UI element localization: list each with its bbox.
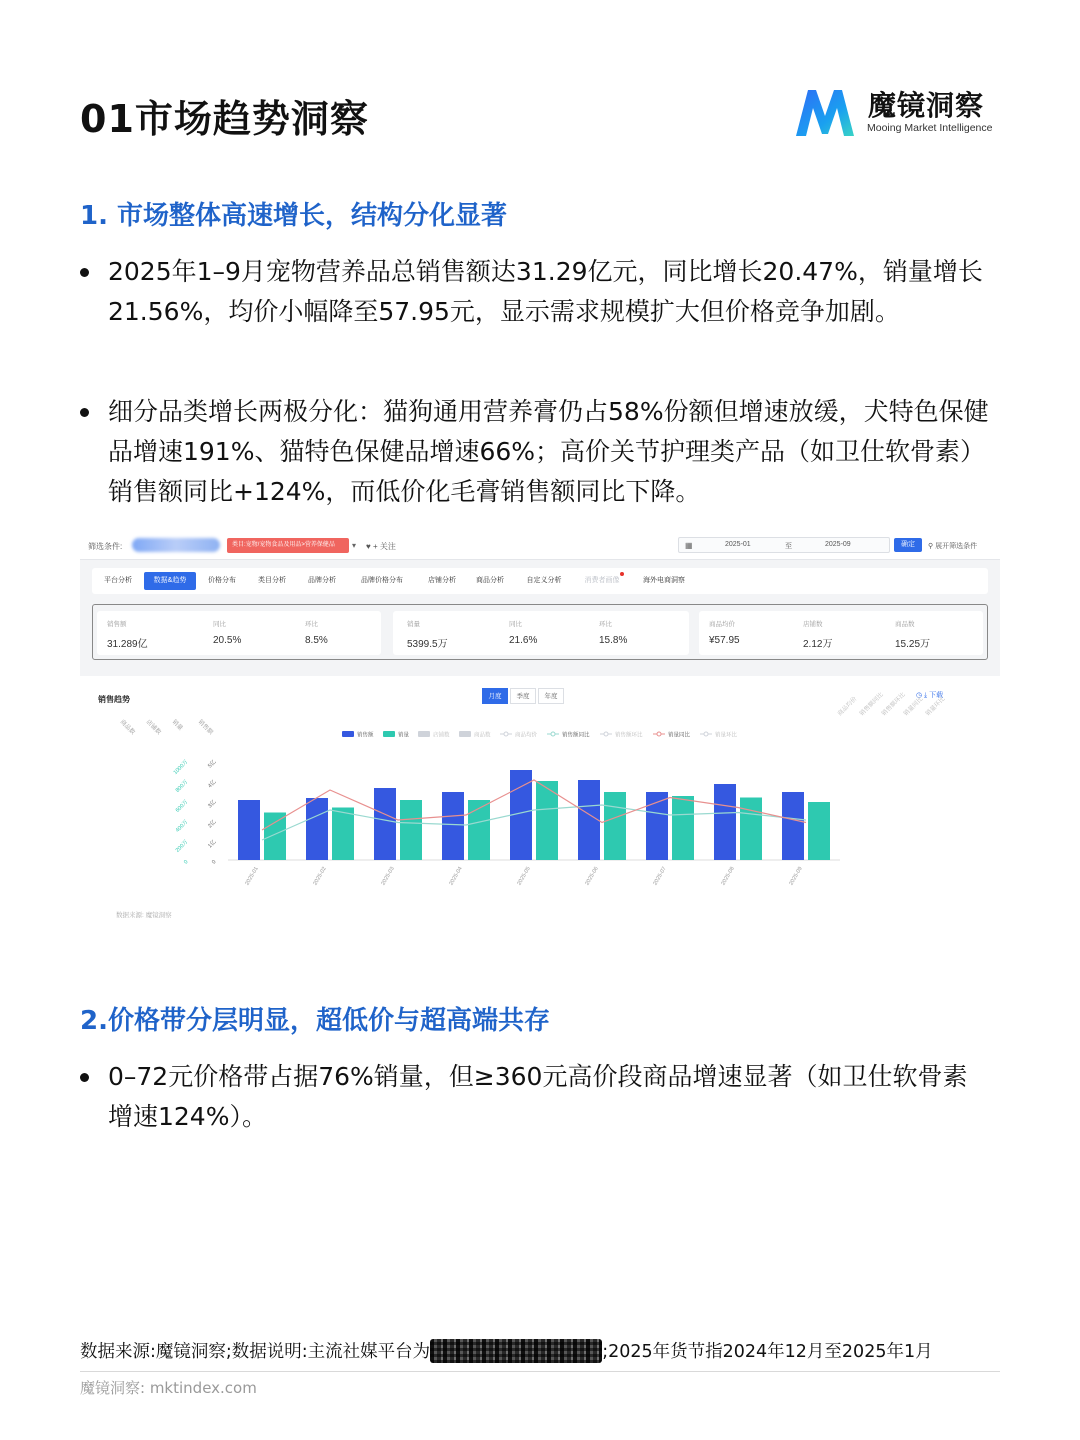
y-tick-label: 4亿 (207, 779, 218, 790)
category-tag[interactable]: 类目:宠物/宠物食品及用品>营养保健品 (227, 538, 349, 553)
panel-title: 销售趋势 (98, 695, 130, 704)
section-1-bullet-1: 2025年1–9月宠物营养品总销售额达31.29亿元，同比增长20.47%，销量增长21.56%，均价小幅降至57.95元，显示需求规模扩大但价格竞争加剧。 (80, 252, 990, 332)
bar-sales (714, 784, 736, 860)
y-tick-label: 800万 (174, 779, 190, 794)
axis-name-label: 销量环比 (925, 696, 947, 718)
axis-name-label: 店铺数 (144, 719, 162, 737)
legend-marker (459, 731, 471, 737)
calendar-icon: ▦ (685, 541, 693, 550)
tab-shop[interactable]: 店铺分析 (428, 577, 456, 584)
blurred-filter-value (132, 538, 220, 552)
axis-name-label: 销售额同比 (859, 691, 885, 718)
expand-filter-label: 展开筛选条件 (935, 543, 978, 550)
metric-label: 环比 (305, 621, 318, 628)
footer-note-prefix: 数据来源:魔镜洞察;数据说明:主流社媒平台为 (80, 1342, 431, 1362)
tab-custom[interactable]: 自定义分析 (526, 577, 562, 584)
metric-card-price (699, 611, 983, 655)
y-tick-label: 600万 (174, 799, 190, 814)
chart-source-note: 数据来源: 魔镜洞察 (116, 912, 172, 919)
date-start: 2025-01 (725, 541, 751, 548)
x-tick-label: 2025-06 (584, 866, 600, 887)
y-tick-label: 200万 (174, 839, 190, 854)
segment-quarterly[interactable]: 季度 (510, 688, 536, 704)
metric-value: 31.289亿 (107, 639, 148, 650)
bar-volume (400, 800, 422, 860)
metric-value: 15.8% (599, 635, 628, 646)
tab-price[interactable]: 价格分布 (208, 577, 236, 584)
bar-sales (782, 792, 804, 860)
x-tick-label: 2025-02 (312, 866, 328, 887)
bar-volume (604, 792, 626, 860)
footer-divider (80, 1371, 1000, 1372)
axis-name-label: 销量 (170, 719, 184, 732)
tab-data-trend[interactable]: 数据&趋势 (144, 572, 196, 590)
tab-overseas[interactable]: 海外电商洞察 (643, 577, 685, 584)
legend-label: 销量环比 (715, 732, 738, 739)
segment-yearly[interactable]: 年度 (538, 688, 564, 704)
metric-value: 15.25万 (895, 639, 931, 650)
sales-trend-panel (80, 676, 1000, 945)
legend-marker (383, 731, 395, 737)
bar-volume (740, 798, 762, 861)
metric-value: 5399.5万 (407, 639, 448, 650)
x-tick-label: 2025-05 (516, 866, 532, 887)
metric-label: 同比 (213, 621, 226, 628)
footer-url: 魔镜洞察: mktindex.com (80, 1379, 257, 1397)
date-end: 2025-09 (825, 541, 851, 548)
sales-trend-chart (80, 676, 1000, 945)
legend-label: 销量同比 (668, 732, 691, 739)
legend-marker (657, 732, 661, 736)
date-separator: 至 (785, 543, 792, 550)
x-tick-label: 2025-07 (652, 866, 668, 887)
brand-logo (790, 82, 1000, 142)
y-tick-label: 5亿 (207, 759, 218, 770)
expand-filter-button[interactable]: ⚲ 展开筛选条件 (928, 543, 978, 550)
metric-label: 销售额 (107, 621, 127, 628)
legend-marker (342, 731, 354, 737)
bar-sales (238, 800, 260, 860)
segment-monthly[interactable]: 月度 (482, 688, 508, 704)
legend-label: 商品均价 (515, 732, 538, 739)
tab-platform[interactable]: 平台分析 (104, 577, 132, 584)
metric-value: 20.5% (213, 635, 242, 646)
bar-volume (808, 802, 830, 860)
section-1-heading: 1. 市场整体高速增长，结构分化显著 (80, 201, 508, 231)
brand-subtitle: Mooing Market Intelligence (867, 122, 993, 134)
filter-label: 筛选条件: (88, 542, 123, 551)
y-tick-label: 3亿 (207, 799, 218, 810)
metric-value: 21.6% (509, 635, 538, 646)
bar-volume (332, 808, 354, 861)
legend-label: 销量 (398, 732, 410, 739)
axis-name-label: 销量同比 (903, 696, 925, 718)
axis-name-label: 销售额 (196, 719, 214, 737)
y-tick-label: 0 (183, 859, 190, 866)
brand-name: 魔镜洞察 (868, 89, 985, 122)
legend-label: 销售额环比 (615, 732, 643, 739)
legend-label: 店铺数 (433, 732, 450, 739)
tab-brand[interactable]: 品牌分析 (308, 577, 336, 584)
tab-brand-price[interactable]: 品牌价格分布 (361, 577, 403, 584)
metric-label: 环比 (599, 621, 612, 628)
legend-label: 商品数 (474, 732, 491, 739)
page-title: 01市场趋势洞察 (80, 97, 369, 141)
metric-card-volume (393, 611, 689, 655)
legend-marker (504, 732, 508, 736)
metric-label: 同比 (509, 621, 522, 628)
redacted-platform-names (430, 1339, 602, 1363)
bar-volume (468, 800, 490, 860)
x-tick-label: 2025-08 (720, 866, 736, 887)
tab-consumer[interactable]: 消费者画像 (584, 577, 620, 584)
bar-volume (672, 796, 694, 860)
metrics-panel (92, 604, 988, 660)
metric-card-sales (97, 611, 381, 655)
legend-marker (704, 732, 708, 736)
y-tick-label: 1亿 (207, 839, 218, 850)
filter-bar (80, 530, 1000, 560)
tab-product[interactable]: 商品分析 (476, 577, 504, 584)
confirm-button[interactable]: 确定 (894, 538, 922, 552)
legend-marker (418, 731, 430, 737)
dropdown-chevron-icon[interactable]: ▾ (352, 541, 357, 550)
legend-marker (551, 732, 555, 736)
footer-note-suffix: ;2025年货节指2024年12月至2025年1月 (602, 1342, 933, 1362)
bar-volume (264, 813, 286, 861)
section-2-heading: 2.价格带分层明显，超低价与超高端共存 (80, 1006, 550, 1036)
metric-label: 商品数 (895, 621, 915, 628)
metric-value: 8.5% (305, 635, 328, 646)
download-button[interactable]: ◷ ⤓ 下载 (916, 692, 944, 699)
follow-button[interactable]: ♥ + 关注 (366, 542, 396, 551)
metric-label: 销量 (407, 621, 420, 628)
bar-sales (442, 792, 464, 860)
axis-name-label: 商品数 (118, 719, 136, 737)
x-tick-label: 2025-09 (788, 866, 804, 887)
y-tick-label: 0 (211, 859, 218, 866)
section-2-bullet-1: 0–72元价格带占据76%销量，但≥360元高价段商品增速显著（如卫仕软骨素增速124%）。 (80, 1057, 990, 1137)
tab-category[interactable]: 类目分析 (258, 577, 286, 584)
bar-sales (306, 798, 328, 860)
y-tick-label: 1000万 (172, 759, 190, 776)
dashboard-screenshot (80, 530, 1000, 945)
metric-label: 商品均价 (709, 621, 735, 628)
date-range-picker[interactable] (678, 537, 890, 553)
bar-sales (578, 780, 600, 860)
x-tick-label: 2025-03 (380, 866, 396, 887)
footer-note (80, 1338, 933, 1363)
legend-label: 销售额同比 (562, 732, 590, 739)
metric-value: ¥57.95 (709, 635, 740, 646)
y-tick-label: 400万 (174, 819, 190, 834)
axis-name-label: 商品均价 (837, 696, 859, 718)
bar-sales (374, 788, 396, 860)
new-badge-dot (620, 572, 624, 576)
metric-value: 2.12万 (803, 639, 833, 650)
brand-m-icon (790, 84, 860, 140)
legend-marker (604, 732, 608, 736)
metric-label: 店铺数 (803, 621, 823, 628)
x-tick-label: 2025-04 (448, 866, 464, 887)
axis-name-label: 销售额环比 (881, 691, 907, 718)
tabs-bar (92, 568, 988, 594)
section-1-bullet-2: 细分品类增长两极分化：猫狗通用营养膏仍占58%份额但增速放缓，犬特色保健品增速191%、猫特色保健品增速66%；高价关节护理类产品（如卫仕软骨素）销售额同比+124%，而低价化毛膏销售额同比下降。 (80, 392, 990, 512)
y-tick-label: 2亿 (207, 819, 218, 830)
legend-label: 销售额 (357, 732, 374, 739)
x-tick-label: 2025-01 (244, 866, 260, 887)
